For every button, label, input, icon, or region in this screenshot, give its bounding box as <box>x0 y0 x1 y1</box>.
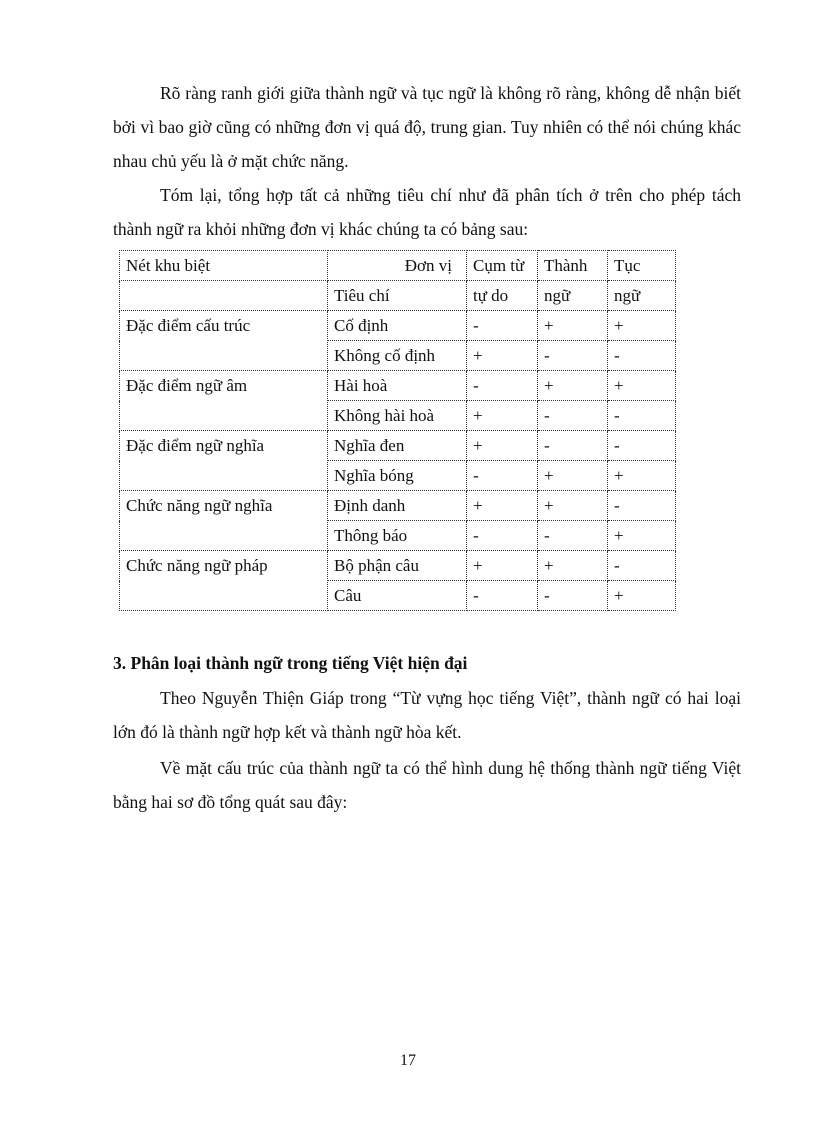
header-feature-blank <box>120 281 328 311</box>
feature-cell: Chức năng ngữ pháp <box>120 551 328 611</box>
idiom-cell: - <box>538 401 608 431</box>
criterion-cell: Câu <box>328 581 467 611</box>
idiom-cell: - <box>538 581 608 611</box>
proverb-cell: + <box>608 371 676 401</box>
proverb-cell: + <box>608 311 676 341</box>
criterion-cell: Nghĩa đen <box>328 431 467 461</box>
free-phrase-cell: - <box>467 581 538 611</box>
idiom-cell: - <box>538 341 608 371</box>
free-phrase-cell: + <box>467 551 538 581</box>
idiom-cell: - <box>538 431 608 461</box>
table-header-row-2 <box>120 281 676 311</box>
criterion-cell: Bộ phận câu <box>328 551 467 581</box>
free-phrase-cell: - <box>467 461 538 491</box>
criteria-table <box>119 250 676 611</box>
table-row <box>120 371 676 401</box>
proverb-cell: - <box>608 341 676 371</box>
header-free-phrase-top: Cụm từ <box>467 251 538 281</box>
table-header-row <box>120 251 676 281</box>
paragraph-1: Rõ ràng ranh giới giữa thành ngữ và tục ngữ là không rõ ràng, không dễ nhận biết bởi vì bao giờ cũng có những đơn vị quá độ, trung gian. Tuy nhiên có thể nói chúng khác nhau chủ yếu là ở mặt chức năng. <box>113 83 741 171</box>
idiom-cell: + <box>538 551 608 581</box>
criterion-cell: Không cố định <box>328 341 467 371</box>
criterion-cell: Định danh <box>328 491 467 521</box>
feature-cell: Đặc điểm ngữ âm <box>120 371 328 431</box>
criterion-cell: Không hài hoà <box>328 401 467 431</box>
header-idiom-top: Thành <box>538 251 608 281</box>
paragraph-4: Về mặt cấu trúc của thành ngữ ta có thể hình dung hệ thống thành ngữ tiếng Việt bằng hai sơ đồ tổng quát sau đây: <box>113 758 741 812</box>
free-phrase-cell: + <box>467 401 538 431</box>
table-row <box>120 311 676 341</box>
free-phrase-cell: + <box>467 491 538 521</box>
proverb-cell: - <box>608 431 676 461</box>
criterion-cell: Cố định <box>328 311 467 341</box>
header-free-phrase-bottom: tự do <box>467 281 538 311</box>
proverb-cell: - <box>608 401 676 431</box>
idiom-cell: + <box>538 461 608 491</box>
idiom-cell: - <box>538 521 608 551</box>
page-number: 17 <box>400 1052 416 1069</box>
criterion-cell: Thông báo <box>328 521 467 551</box>
header-feature: Nét khu biệt <box>120 251 328 281</box>
idiom-cell: + <box>538 311 608 341</box>
header-unit: Đơn vị <box>328 251 467 281</box>
table-row <box>120 551 676 581</box>
proverb-cell: + <box>608 461 676 491</box>
feature-cell: Đặc điểm cấu trúc <box>120 311 328 371</box>
free-phrase-cell: + <box>467 431 538 461</box>
proverb-cell: - <box>608 491 676 521</box>
proverb-cell: - <box>608 551 676 581</box>
feature-cell: Chức năng ngữ nghĩa <box>120 491 328 551</box>
header-criterion: Tiêu chí <box>328 281 467 311</box>
section-heading: 3. Phân loại thành ngữ trong tiếng Việt hiện đại <box>113 653 468 673</box>
free-phrase-cell: - <box>467 371 538 401</box>
criterion-cell: Nghĩa bóng <box>328 461 467 491</box>
proverb-cell: + <box>608 581 676 611</box>
header-proverb-top: Tục <box>608 251 676 281</box>
feature-cell: Đặc điểm ngữ nghĩa <box>120 431 328 491</box>
idiom-cell: + <box>538 491 608 521</box>
paragraph-2: Tóm lại, tổng hợp tất cả những tiêu chí như đã phân tích ở trên cho phép tách thành ngữ ra khỏi những đơn vị khác chúng ta có bảng sau: <box>113 185 741 239</box>
header-idiom-bottom: ngữ <box>538 281 608 311</box>
idiom-cell: + <box>538 371 608 401</box>
proverb-cell: + <box>608 521 676 551</box>
criterion-cell: Hài hoà <box>328 371 467 401</box>
header-proverb-bottom: ngữ <box>608 281 676 311</box>
free-phrase-cell: + <box>467 341 538 371</box>
table-row <box>120 431 676 461</box>
free-phrase-cell: - <box>467 311 538 341</box>
paragraph-3: Theo Nguyễn Thiện Giáp trong “Từ vựng học tiếng Việt”, thành ngữ có hai loại lớn đó là thành ngữ hợp kết và thành ngữ hòa kết. <box>113 688 741 742</box>
table-row <box>120 491 676 521</box>
free-phrase-cell: - <box>467 521 538 551</box>
